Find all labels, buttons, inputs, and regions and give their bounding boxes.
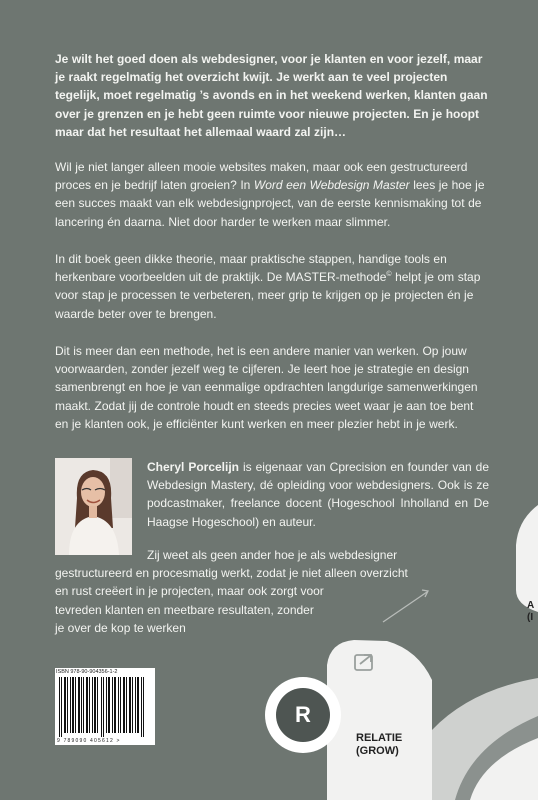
p2-text-before: Wil je niet langer alleen mooie websites maken, maar ook een gestructureerd proces en je bedrijf laten groeien? In [55,160,468,193]
diagram-segment-relatie [327,640,432,800]
relatie-label-line-1: RELATIE [356,732,403,744]
p3-text-before: In dit boek geen dikke theorie, maar praktische stappen, handige tools en herkenbare voorbeelden uit de praktijk. De MASTER-methode [55,252,447,285]
author-name: Cheryl Porcelijn [147,460,240,474]
p2-text-after: lees je hoe je een succes maakt van elk webdesignproject, van de eerste kennismaking tot de lancering én daarna. Niet door harder te werken maar slimmer. [55,178,485,229]
isbn-number: ISBN 978-90-904356-1-2 [56,669,118,675]
bio-line-1: Zij weet als geen ander hoe je als webdesigner [147,548,398,562]
corner-label-line-1: A [527,600,535,611]
relatie-label [356,732,402,758]
corner-label-line-2: (I [527,612,534,623]
copyright-mark: © [386,271,392,279]
diagram-segment-right [516,505,538,612]
relatie-badge-letter: R [295,702,311,727]
bio-line-2: gestructureerd en procesmatig werkt, zodat je niet alleen overzicht [55,566,408,581]
diagram-arrow-line [383,592,427,622]
relatie-label-line-2: (GROW) [356,745,399,757]
diagram-corner-label [527,600,534,624]
body-paragraph-4: Dit is meer dan een methode, het is een andere manier van werken. Op jouw voorwaarden, zonder jezelf weg te cijferen. Je leert hoe je strategie en design samenbrengt en hoe je van eenmalige opdrachten langdurige samenwerkingen maakt. Zodat jij de controle houdt en steeds precies weet waar je aan toe bent en je klanten ook, je efficiënter kunt werken en meer plezier hebt in je werk. [55,344,478,431]
isbn-barcode [55,668,155,745]
barcode-digits: 9 789090 405612 > [57,738,121,744]
p3-text-after: helpt je om stap voor stap je processen te verbeteren, meer grip te krijgen op je projecten én je waarde beter over te brengen. [55,270,481,321]
intro-paragraph: Je wilt het goed doen als webdesigner, voor je klanten en voor jezelf, maar je raakt regelmatig het overzicht kwijt. Je werkt aan te veel projecten tegelijk, moet regelmatig ’s avonds en in het weekend werken, klanten gaan over je grenzen en je hebt geen ruimte voor nieuwe projecten. En je hoopt maar dat het resultaat het allemaal waard zal zijn… [55,52,488,139]
author-bio-text: is eigenaar van Cprecision en founder van de Webdesign Mastery, dé opleiding voor webdesigners. Ook is ze podcastmaker, freelance docent (Hogeschool Inholland en De Haagse Hogeschool) en auteur. [147,460,489,529]
barcode-bars [55,668,155,745]
bio-line-4: tevreden klanten en meetbare resultaten, zonder [55,602,314,617]
bio-line-5: je over de kop te werken [55,620,186,635]
bio-line-3: en rust creëert in je projecten, maar ook zorgt voor [55,584,324,599]
book-title: Word een Webdesign Master [253,178,410,193]
